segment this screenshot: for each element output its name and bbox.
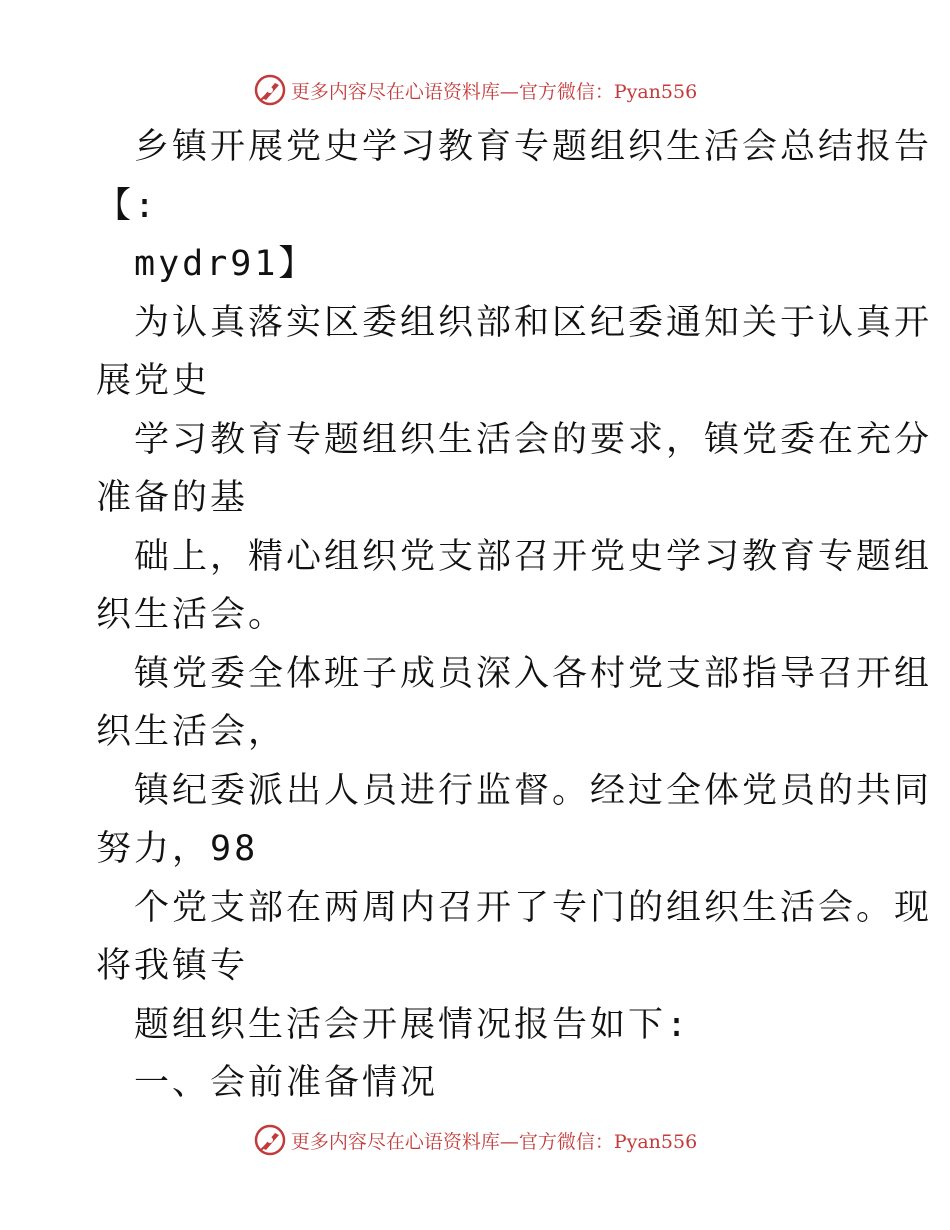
header-watermark xyxy=(0,70,950,110)
document-line: 【: xyxy=(96,185,159,226)
document-body xyxy=(96,118,933,1113)
document-line: 为认真落实区委组织部和区纪委通知关于认真开 xyxy=(134,302,933,343)
document-line: 础上，精心组织党支部召开党史学习教育专题组 xyxy=(134,536,933,577)
document-line: 乡镇开展党史学习教育专题组织生活会总结报告 xyxy=(134,127,933,167)
quill-pen-logo-icon xyxy=(253,73,287,107)
document-line: 准备的基 xyxy=(96,478,249,518)
footer-watermark xyxy=(0,1120,950,1160)
document-line: 学习教育专题组织生活会的要求，镇党委在充分 xyxy=(134,419,933,460)
document-line: 将我镇专 xyxy=(96,946,249,986)
document-line: 题组织生活会开展情况报告如下: xyxy=(134,1004,691,1045)
document-line: mydr91】 xyxy=(134,244,317,284)
watermark-text: 更多内容尽在心语资料库—官方微信：Pyan556 xyxy=(290,80,698,103)
document-line: 展党史 xyxy=(96,361,211,401)
document-line: 织生活会， xyxy=(96,712,287,752)
document-line: 个党支部在两周内召开了专门的组织生活会。现 xyxy=(134,887,933,928)
document-line: 织生活会。 xyxy=(96,595,287,635)
watermark-text: 更多内容尽在心语资料库—官方微信：Pyan556 xyxy=(290,1130,698,1153)
quill-pen-logo-icon xyxy=(253,1123,287,1157)
document-line: 努力，98 xyxy=(96,829,259,869)
document-line: 镇党委全体班子成员深入各村党支部指导召开组 xyxy=(134,653,933,694)
document-line: 一、会前准备情况 xyxy=(134,1063,439,1103)
document-line: 镇纪委派出人员进行监督。经过全体党员的共同 xyxy=(134,770,933,811)
